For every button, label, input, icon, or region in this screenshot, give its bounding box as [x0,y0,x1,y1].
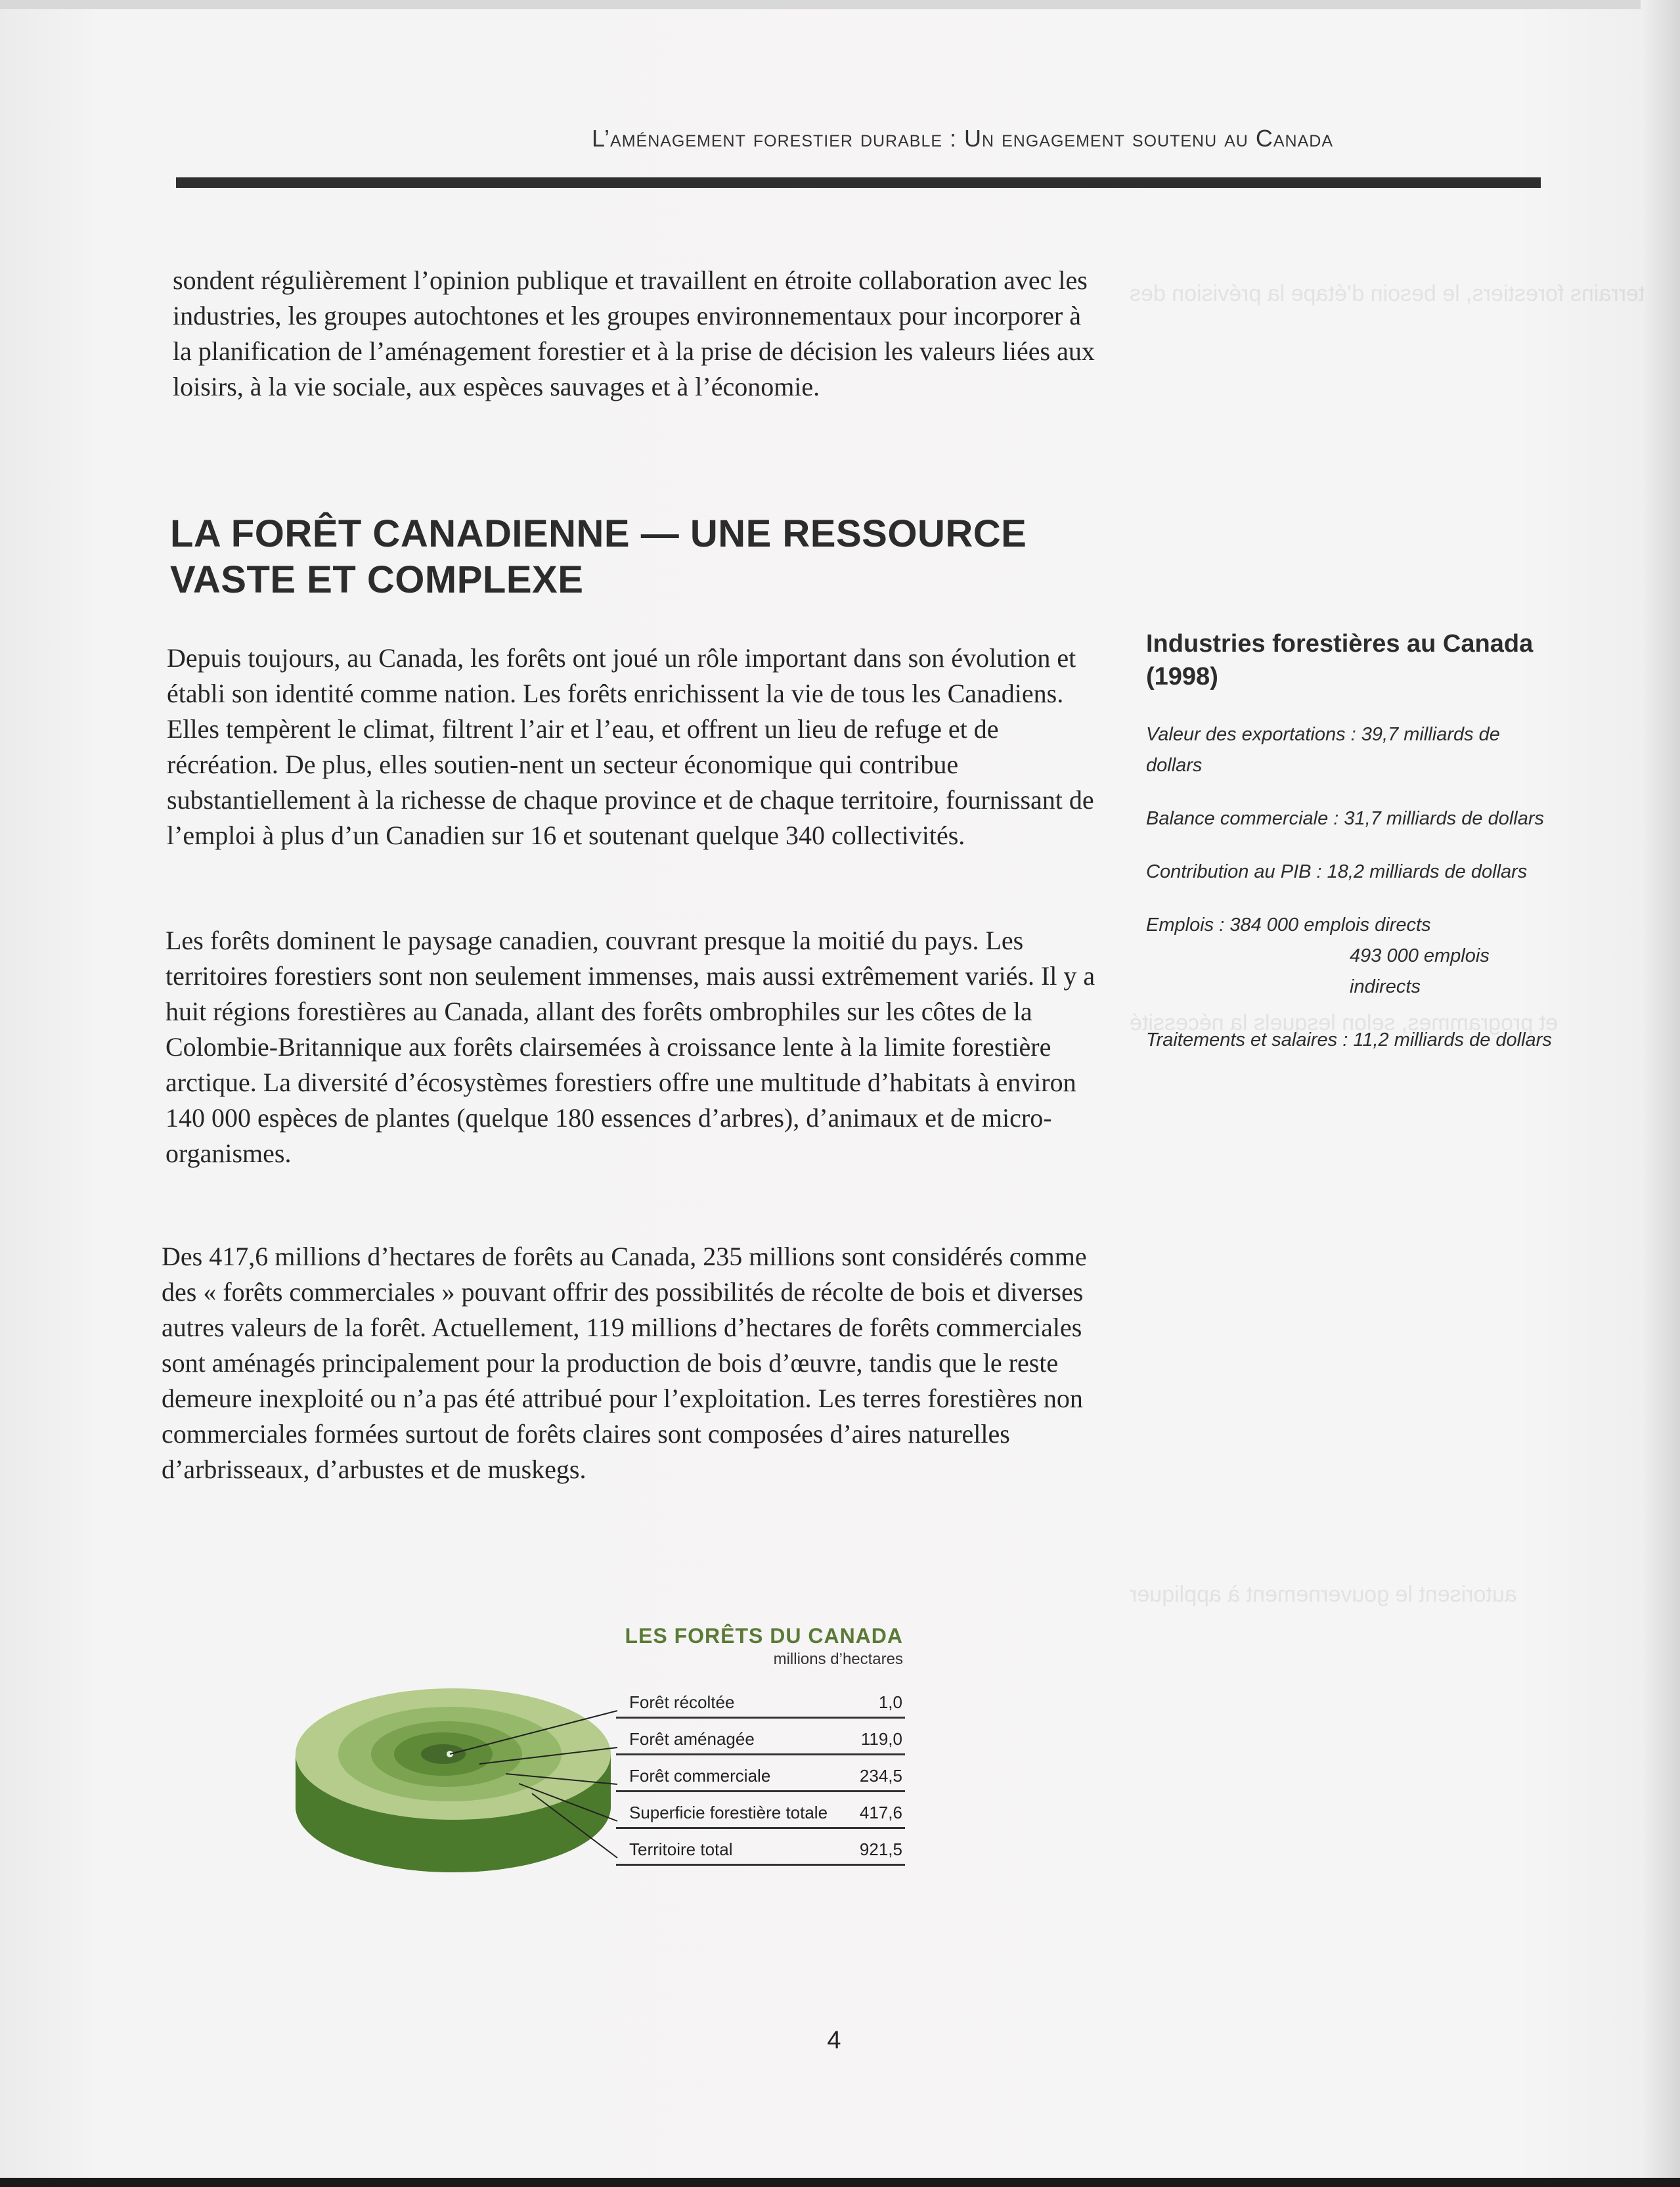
stat-text: Emplois : 384 000 emplois directs [1146,914,1431,936]
legend-label: Forêt aménagée [629,1729,755,1749]
page-bottom-edge [0,2178,1680,2187]
paragraph-2 [166,923,1111,1171]
legend-label: Territoire total [629,1839,733,1859]
legend-value: 234,5 [859,1766,902,1786]
stat-text: Traitements et salaires : 11,2 milliards de dollars [1146,1029,1552,1050]
page-number: 4 [827,2027,841,2054]
paragraph-text: Depuis toujours, au Canada, les forêts ont joué un rôle important dans son évolution et établi son identité comme nation. Les forêts enrichissent la vie de tous les Canadiens. Elles tempèrent le climat, filtrent l’air et l’eau, et offrent un lieu de refuge et de récréation. De plus, elles soutien-nent un secteur économique qui contribue substantiellement à la richesse de chaque province et de chaque territoire, fournissant de l’emploi à plus d’un Canadien sur 16 et soutenant quelque 340 collectivités. [167,643,1094,850]
forest-area-disk [282,1669,650,1885]
legend-label: Forêt récoltée [629,1692,735,1712]
legend-value: 921,5 [859,1839,902,1859]
legend-value: 119,0 [860,1729,902,1749]
legend-value: 417,6 [859,1803,902,1822]
legend-row [616,1792,905,1829]
stat-extra: 493 000 emplois indirects [1350,945,1490,997]
legend-label: Forêt commerciale [629,1766,771,1786]
paragraph-3 [162,1239,1114,1487]
figure-title: LES FORÊTS DU CANADA [625,1624,903,1648]
stat-employment [1146,910,1553,1003]
page-top-edge [0,0,1680,9]
legend-label: Superficie forestière totale [629,1803,828,1822]
paragraph-text: Des 417,6 millions d’hectares de forêts au Canada, 235 millions sont considérés comme des « forêts commerciales » pouvant offrir des possibilités de récolte de bois et diverses autres valeurs de la forêt. Actuellement, 119 millions d’hectares de forêts commerciales sont aménagés principalement pour la production de bois d’œuvre, tandis que le reste demeure inexploité ou n’a pas été attribué pour l’exploitation. Les terres forestières non commerciales formées surtout de forêts claires sont composées d’aires naturelles d’arbrisseaux, d’arbustes et de muskegs. [162,1242,1087,1484]
stat-trade-balance [1146,803,1553,834]
stat-exports [1146,719,1553,781]
header-rule [176,177,1541,188]
legend-row [616,1829,905,1866]
paragraph-text: Les forêts dominent le paysage canadien, couvrant presque la moitié du pays. Les territoires forestiers sont non seulement immenses, mais aussi extrêmement variés. Il y a huit régions forestières au Canada, allant des forêts ombrophiles sur les côtes de la Colombie-Britannique aux forêts clairsemées à croissance lente à la limite forestière arctique. La diversité d’écosystèmes forestiers offre une multitude d’habitats à environ 140 000 espèces de plantes (quelque 180 essences d’arbres), d’animaux et de micro-organismes. [166,926,1095,1168]
paragraph-1 [167,641,1106,853]
section-heading: LA FORÊT CANADIENNE — UNE RESSOURCE VASTE ET COMPLEXE [170,512,1027,601]
legend-row [616,1755,905,1792]
sidebar-title: Industries forestières au Canada (1998) [1146,630,1534,690]
page-right-edge [1641,0,1680,2187]
running-header: L’aménagement forestier durable : Un engagement soutenu au Canada [592,125,1333,152]
intro-text: sondent régulièrement l’opinion publique et travaillent en étroite collaboration avec les industries, les groupes autochtones et les groupes environnementaux pour incorporer à la planification de l’aménagement forestier et à la prise de décision les valeurs liées aux loisirs, à la vie sociale, aux espèces sauvages et à l’économie. [173,265,1095,401]
ring-harvested-forest [421,1744,466,1764]
sidebar-stats [1146,627,1553,1078]
figure-subtitle: millions d’hectares [773,1650,903,1668]
show-through-text: autorisent le gouvernement à appliquer [1130,1582,1517,1607]
legend-value: 1,0 [878,1692,902,1712]
show-through-text: et programmes, selon lesquels la nécessité [1130,1010,1558,1035]
show-through-text: terrains forestiers, le besoin d’étape la prévision des [1130,281,1645,306]
legend-row [616,1719,905,1755]
intro-paragraph [173,263,1105,405]
stat-wages [1146,1025,1553,1056]
stat-text: Contribution au PIB : 18,2 milliards de dollars [1146,861,1528,882]
stat-gdp [1146,857,1553,888]
stat-text: Valeur des exportations : 39,7 milliards de dollars [1146,724,1500,776]
stat-text: Balance commerciale : 31,7 milliards de dollars [1146,808,1545,829]
figure-legend-table [616,1682,905,1866]
legend-row [616,1682,905,1719]
